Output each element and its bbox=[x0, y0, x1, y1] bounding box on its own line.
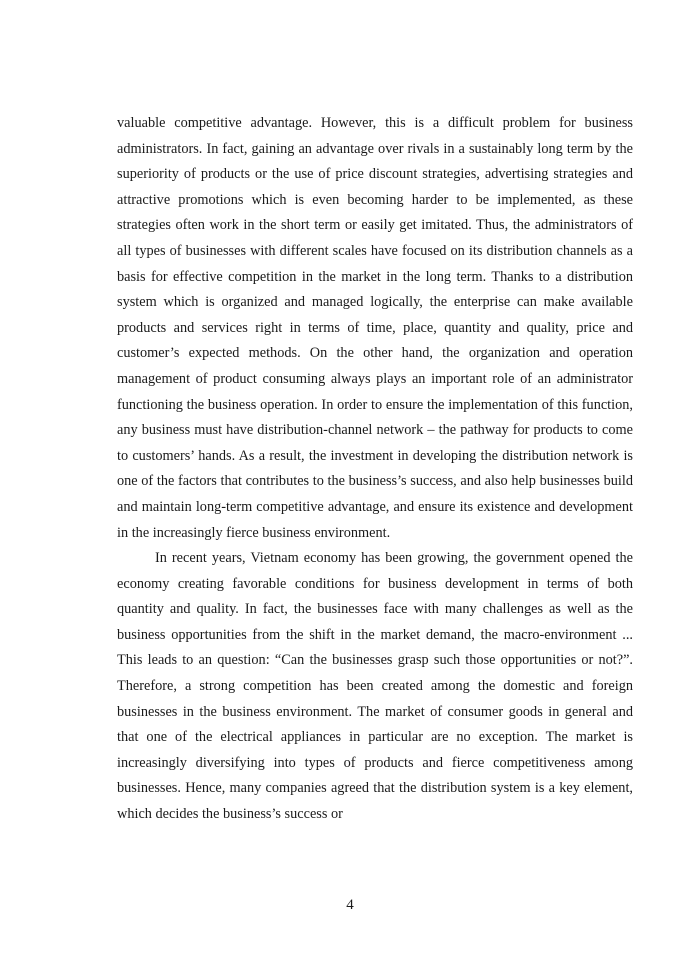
paragraph-vietnam-economy: In recent years, Vietnam economy has been growing, the government opened the economy creating favorable conditions for business development in terms of both quantity and quality. In fact, the businesses face with many challenges as well as the business opportunities from the shift in the market demand, the macro-environment ... This leads to an question: “Can the businesses grasp such those opportunities or not?”. Therefore, a strong competition has been created among the domestic and foreign businesses in the business environment. The market of consumer goods in general and that one of the electrical appliances in particular are no exception. The market is increasingly diversifying into types of products and fierce competitiveness among businesses. Hence, many companies agreed that the distribution system is a key element, which decides the business’s success or bbox=[117, 550, 633, 823]
body-text bbox=[117, 111, 633, 828]
page-number: 4 bbox=[346, 897, 354, 913]
paragraph-continuation: valuable competitive advantage. However, this is a difficult problem for business administrators. In fact, gaining an advantage over rivals in a sustainably long term by the superiority of products or the use of price discount strategies, advertising strategies and attractive promotions which is even becoming harder to be implemented, as these strategies often work in the short term or easily get imitated. Thus, the administrators of all types of businesses with different scales have focused on its distribution channels as a basis for effective competition in the market in the long term. Thanks to a distribution system which is organized and managed logically, the enterprise can make available products and services right in terms of time, place, quantity and quality, price and customer’s expected methods. On the other hand, the organization and operation management of product consuming always plays an important role of an administrator functioning the business operation. In order to ensure the implementation of this function, any business must have distribution-channel network – the pathway for products to come to customers’ hands. As a result, the investment in developing the distribution network is one of the factors that contributes to the business’s success, and also help businesses build and maintain long-term competitive advantage, and ensure its existence and development in the increasingly fierce business environment. bbox=[117, 115, 633, 541]
